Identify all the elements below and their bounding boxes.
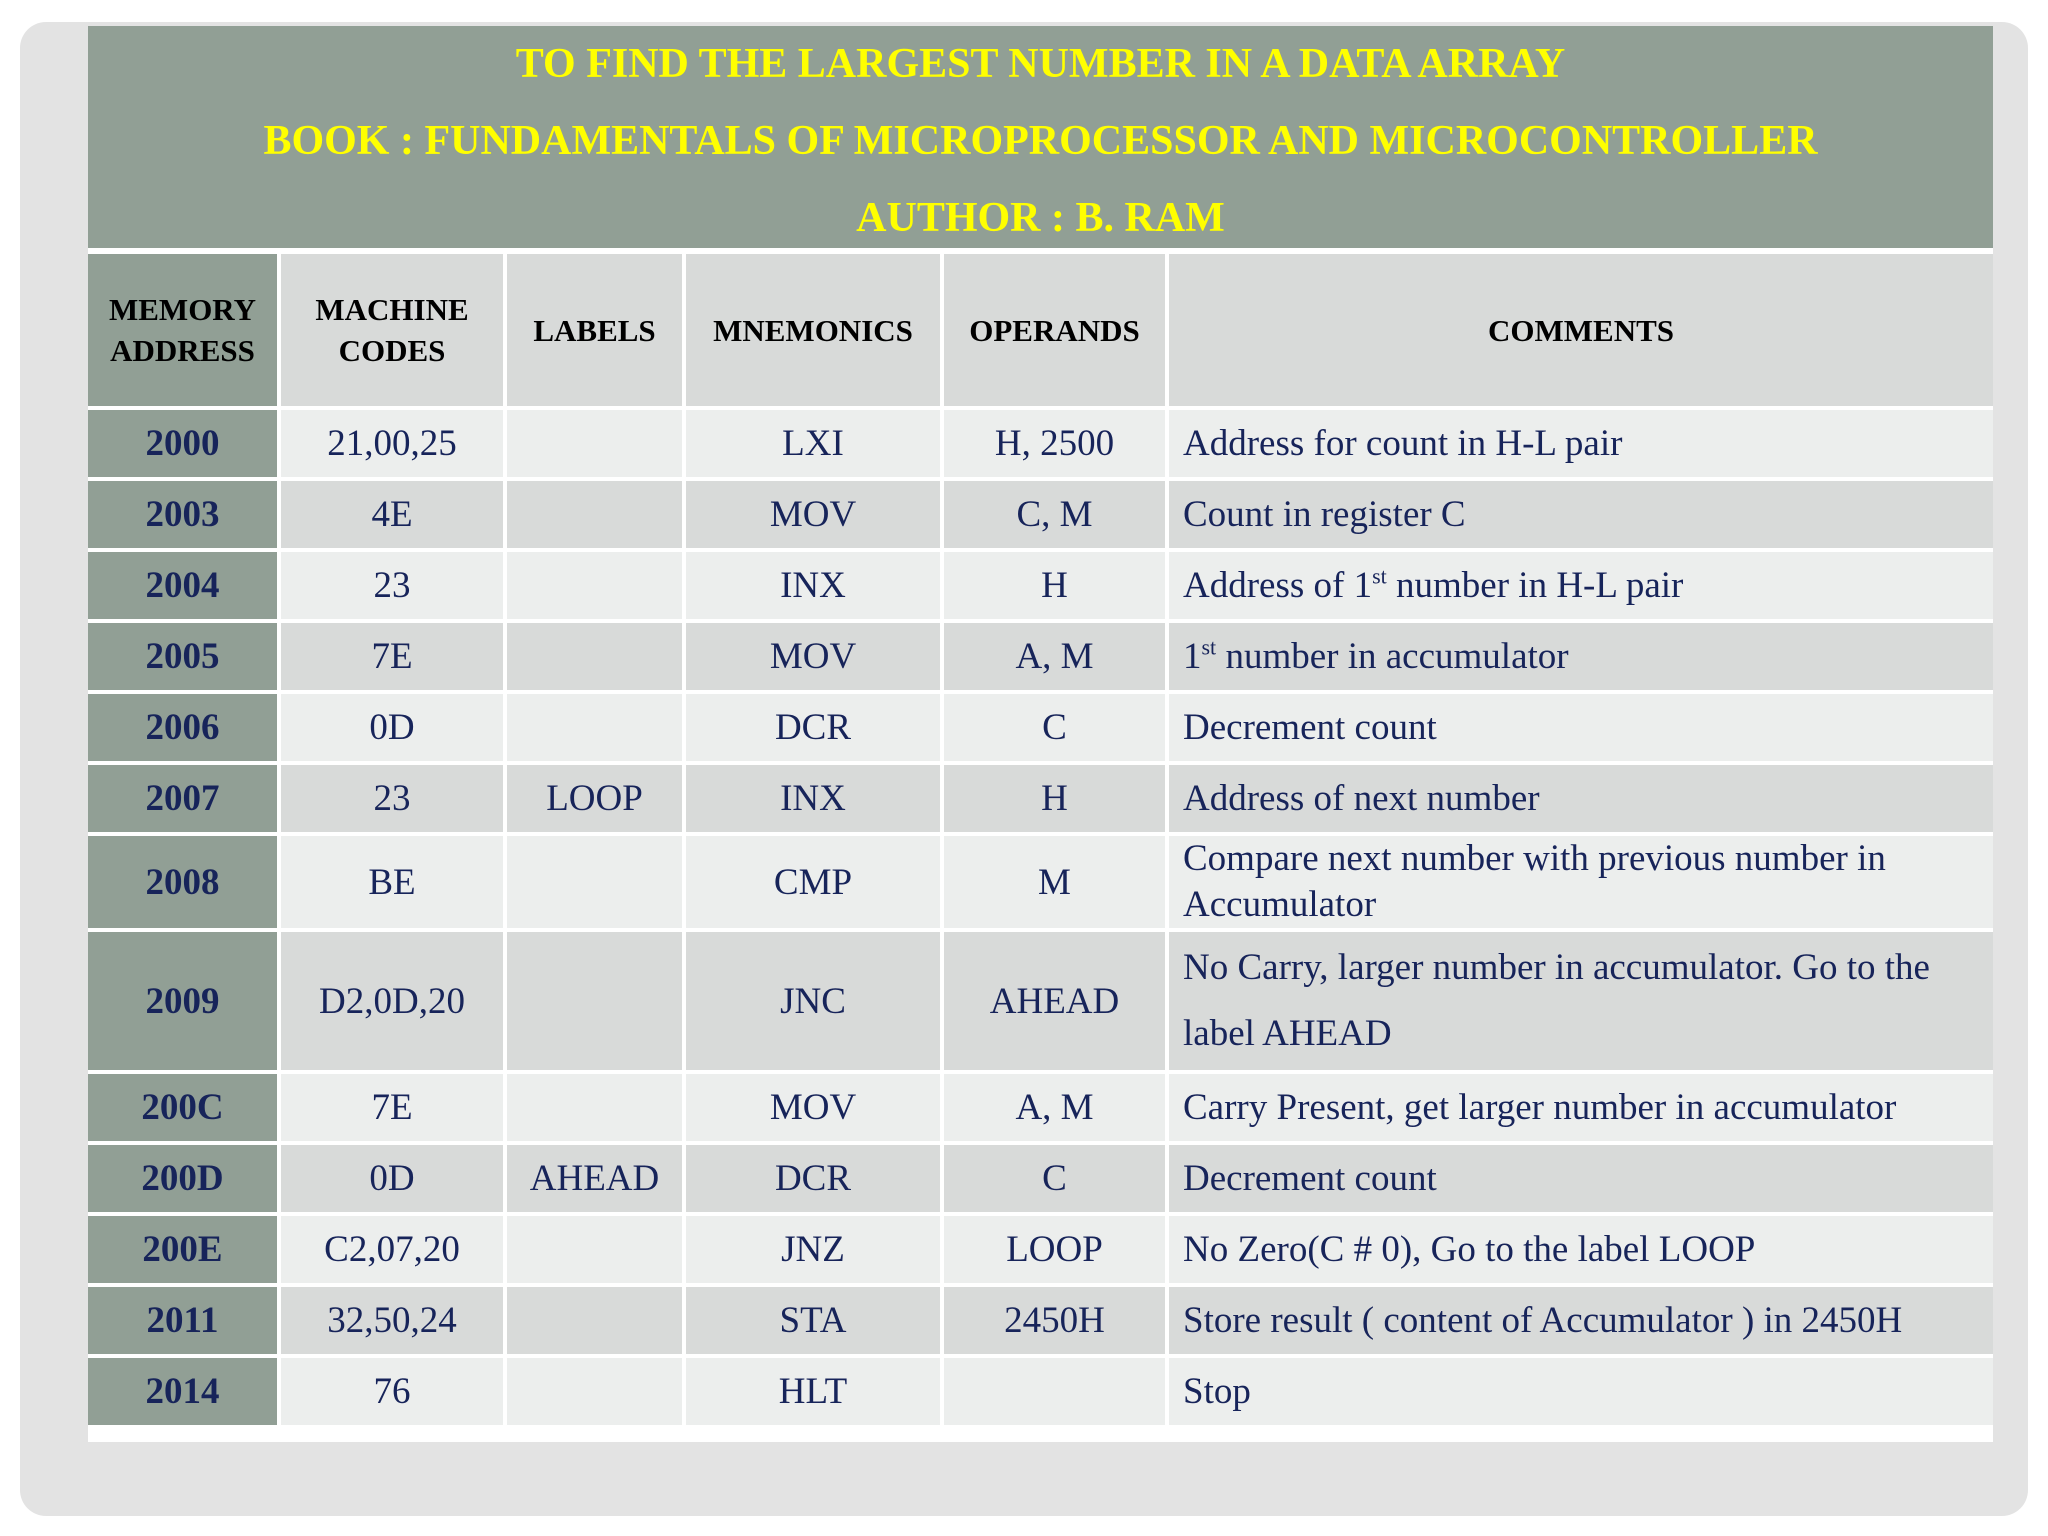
operand-cell: H (944, 765, 1165, 832)
table-row (88, 552, 1993, 619)
table-row (88, 623, 1993, 690)
operand-cell: A, M (944, 1074, 1165, 1141)
header-machine-codes-line1: MACHINE (315, 292, 469, 327)
address-cell: 2005 (88, 623, 277, 690)
comment-cell: No Zero(C # 0), Go to the label LOOP (1169, 1216, 1993, 1283)
table-row (88, 765, 1993, 832)
operand-cell: C, M (944, 481, 1165, 548)
table-row (88, 410, 1993, 477)
mnemonic-cell: CMP (686, 836, 940, 928)
ordinal-suffix: st (1201, 634, 1217, 660)
comment-cell: Carry Present, get larger number in accumulator (1169, 1074, 1993, 1141)
address-cell: 200E (88, 1216, 277, 1283)
mnemonic-cell: HLT (686, 1358, 940, 1425)
label-cell: LOOP (507, 765, 682, 832)
comment-cell (1169, 552, 1993, 619)
comment-text: number in accumulator (1216, 635, 1569, 677)
label-cell (507, 1358, 682, 1425)
comment-text: Address of 1 (1183, 564, 1373, 606)
machine-code-cell: 0D (281, 694, 503, 761)
comment-cell: Decrement count (1169, 1145, 1993, 1212)
label-cell (507, 932, 682, 1070)
machine-code-cell: 4E (281, 481, 503, 548)
machine-code-cell: 0D (281, 1145, 503, 1212)
address-cell: 200C (88, 1074, 277, 1141)
machine-code-cell: 23 (281, 765, 503, 832)
slide (88, 26, 1993, 1442)
table-row (88, 694, 1993, 761)
operand-cell: A, M (944, 623, 1165, 690)
operand-cell: AHEAD (944, 932, 1165, 1070)
address-cell: 2004 (88, 552, 277, 619)
mnemonic-cell: DCR (686, 694, 940, 761)
comment-text: 1 (1183, 635, 1202, 677)
label-cell (507, 1287, 682, 1354)
operand-cell: H, 2500 (944, 410, 1165, 477)
label-cell (507, 410, 682, 477)
comment-cell: Stop (1169, 1358, 1993, 1425)
program-table (84, 250, 1997, 1429)
header-memory-address (88, 254, 277, 406)
operand-cell: C (944, 1145, 1165, 1212)
comment-cell: Compare next number with previous number in Accumulator (1169, 836, 1993, 928)
mnemonic-cell: DCR (686, 1145, 940, 1212)
mnemonic-cell: INX (686, 765, 940, 832)
operand-cell (944, 1358, 1165, 1425)
book-line: BOOK : FUNDAMENTALS OF MICROPROCESSOR AND MICROCONTROLLER (263, 118, 1818, 164)
label-cell (507, 836, 682, 928)
comment-cell: Store result ( content of Accumulator ) in 2450H (1169, 1287, 1993, 1354)
ordinal-suffix: st (1372, 563, 1387, 589)
address-cell: 2006 (88, 694, 277, 761)
operand-cell: C (944, 694, 1165, 761)
label-cell (507, 1216, 682, 1283)
mnemonic-cell: LXI (686, 410, 940, 477)
machine-code-cell: 23 (281, 552, 503, 619)
mnemonic-cell: JNZ (686, 1216, 940, 1283)
comment-cell: Count in register C (1169, 481, 1993, 548)
operand-cell: H (944, 552, 1165, 619)
table-row (88, 481, 1993, 548)
label-cell (507, 552, 682, 619)
machine-code-cell: BE (281, 836, 503, 928)
title-block (88, 26, 1993, 248)
table-row (88, 1216, 1993, 1283)
header-labels: LABELS (507, 254, 682, 406)
comment-cell: Address of next number (1169, 765, 1993, 832)
address-cell: 2014 (88, 1358, 277, 1425)
mnemonic-cell: INX (686, 552, 940, 619)
table-row (88, 1145, 1993, 1212)
machine-code-cell: D2,0D,20 (281, 932, 503, 1070)
header-comments: COMMENTS (1169, 254, 1993, 406)
label-cell (507, 1074, 682, 1141)
address-cell: 200D (88, 1145, 277, 1212)
header-operands: OPERANDS (944, 254, 1165, 406)
machine-code-cell: 76 (281, 1358, 503, 1425)
comment-cell: Decrement count (1169, 694, 1993, 761)
table-row (88, 1358, 1993, 1425)
machine-code-cell: 21,00,25 (281, 410, 503, 477)
operand-cell: 2450H (944, 1287, 1165, 1354)
label-cell: AHEAD (507, 1145, 682, 1212)
machine-code-cell: C2,07,20 (281, 1216, 503, 1283)
address-cell: 2011 (88, 1287, 277, 1354)
machine-code-cell: 7E (281, 1074, 503, 1141)
mnemonic-cell: MOV (686, 481, 940, 548)
table-header-row (88, 254, 1993, 406)
header-mnemonics: MNEMONICS (686, 254, 940, 406)
author-line: AUTHOR : B. RAM (856, 195, 1225, 241)
address-cell: 2000 (88, 410, 277, 477)
address-cell: 2008 (88, 836, 277, 928)
label-cell (507, 694, 682, 761)
machine-code-cell: 32,50,24 (281, 1287, 503, 1354)
table-row (88, 1074, 1993, 1141)
mnemonic-cell: JNC (686, 932, 940, 1070)
title-heading: TO FIND THE LARGEST NUMBER IN A DATA ARRAY (515, 41, 1566, 87)
operand-cell: LOOP (944, 1216, 1165, 1283)
mnemonic-cell: MOV (686, 623, 940, 690)
mnemonic-cell: STA (686, 1287, 940, 1354)
comment-cell: Address for count in H-L pair (1169, 410, 1993, 477)
mnemonic-cell: MOV (686, 1074, 940, 1141)
operand-cell: M (944, 836, 1165, 928)
table-row (88, 932, 1993, 1070)
label-cell (507, 623, 682, 690)
header-machine-codes (281, 254, 503, 406)
header-memory-address-line1: MEMORY (109, 292, 256, 327)
header-memory-address-line2: ADDRESS (110, 333, 255, 368)
comment-text: number in H-L pair (1386, 564, 1684, 606)
machine-code-cell: 7E (281, 623, 503, 690)
address-cell: 2003 (88, 481, 277, 548)
address-cell: 2007 (88, 765, 277, 832)
comment-cell: No Carry, larger number in accumulator. Go to the label AHEAD (1169, 932, 1993, 1070)
table-row (88, 1287, 1993, 1354)
table-row (88, 836, 1993, 928)
comment-cell (1169, 623, 1993, 690)
header-machine-codes-line2: CODES (338, 333, 446, 368)
address-cell: 2009 (88, 932, 277, 1070)
label-cell (507, 481, 682, 548)
